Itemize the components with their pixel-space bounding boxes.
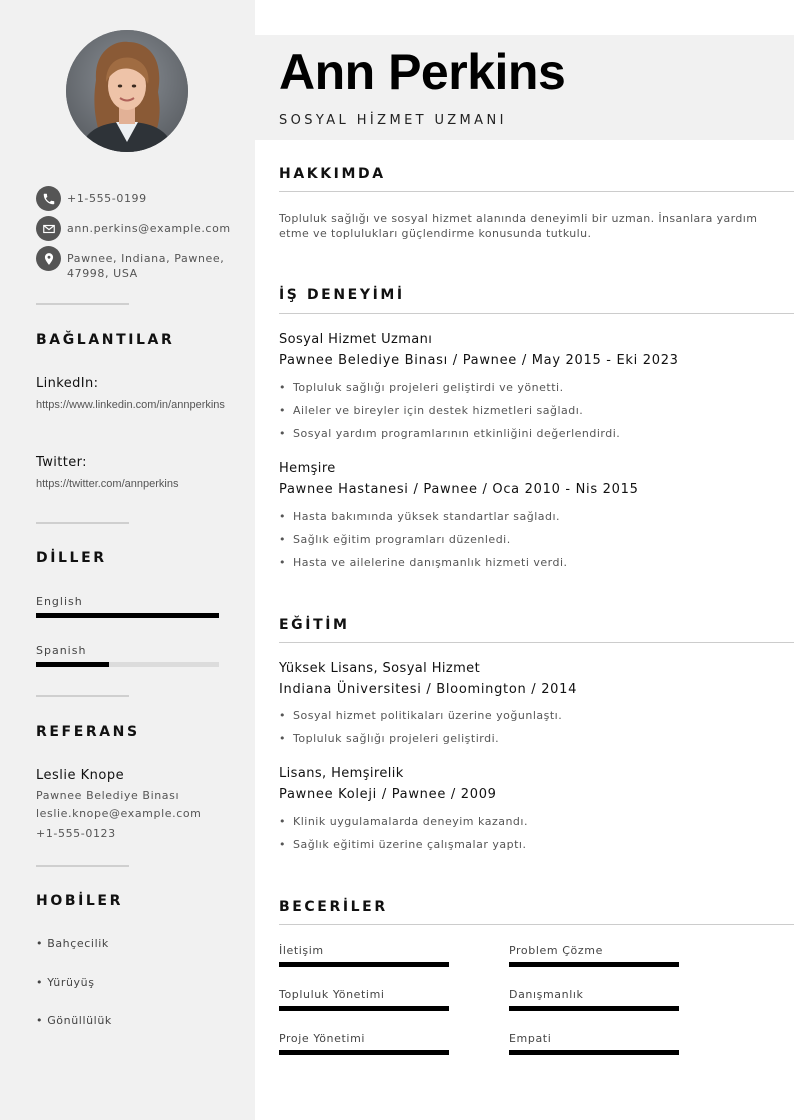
envelope-icon [36,216,61,241]
hobby-item: • Yürüyüş [36,976,95,989]
about-heading: HAKKIMDA [279,166,386,182]
skill-level-fill [509,962,679,967]
hobby-label: Gönüllülük [47,1014,112,1027]
job-org: Pawnee Hastanesi / Pawnee / Oca 2010 - Nis 2015 [279,482,639,497]
job-bullet: • Hasta ve ailelerine danışmanlık hizmeti verdi. [279,556,568,569]
hobby-item: • Bahçecilik [36,937,109,950]
job-bullet: • Topluluk sağlığı projeleri geliştirdi ve yönetti. [279,381,564,394]
section-rule [279,642,794,643]
twitter-url[interactable]: https://twitter.com/annperkins [36,478,179,490]
skills-heading: BECERİLER [279,899,388,915]
skill-name: İletişim [279,944,324,957]
linkedin-url[interactable]: https://www.linkedin.com/in/annperkins [36,399,225,411]
skill-name: Problem Çözme [509,944,603,957]
twitter-label: Twitter: [36,455,87,470]
language-level-bar [36,662,219,667]
profile-photo [66,30,188,152]
about-text: Topluluk sağlığı ve sosyal hizmet alanında deneyimli bir uzman. İnsanlara yardım etme ve toplulukları güçlendirme konusunda tutkulu. [279,212,758,240]
skill-level-bar [509,1050,679,1055]
job-bullet: • Hasta bakımında yüksek standartlar sağladı. [279,510,560,523]
main-content [255,0,794,1120]
linkedin-label: LinkedIn: [36,376,99,391]
language-name: English [36,595,83,608]
divider [36,303,129,305]
profile-photo-illustration [66,30,188,152]
divider [36,695,129,697]
contact-address [36,246,227,281]
hobby-item: • Gönüllülük [36,1014,112,1027]
language-name: Spanish [36,644,87,657]
skill-level-fill [279,962,449,967]
divider [36,522,129,524]
skill-name: Empati [509,1032,552,1045]
skill-level-fill [509,1006,679,1011]
header-band [255,35,794,140]
reference-name: Leslie Knope [36,768,125,783]
language-level-fill [36,613,219,618]
contact-phone [36,186,227,211]
links-heading: BAĞLANTILAR [36,332,175,348]
skill-name: Danışmanlık [509,988,584,1001]
email-text[interactable]: ann.perkins@example.com [67,222,231,235]
education-heading: EĞİTİM [279,617,350,633]
phone-icon [36,186,61,211]
job-role: Hemşire [279,461,336,476]
degree-org: Indiana Üniversitesi / Bloomington / 2014 [279,682,578,697]
job-role: Sosyal Hizmet Uzmanı [279,332,433,347]
experience-heading: İŞ DENEYİMİ [279,287,405,303]
hobby-label: Bahçecilik [47,937,109,950]
skill-level-bar [279,1006,449,1011]
job-bullet: • Sosyal yardım programlarının etkinliğini değerlendirdi. [279,427,620,440]
skill-name: Topluluk Yönetimi [279,988,385,1001]
hobbies-heading: HOBİLER [36,893,123,909]
references-heading: REFERANS [36,724,140,740]
language-level-fill [36,662,109,667]
degree-title: Yüksek Lisans, Sosyal Hizmet [279,661,481,676]
hobby-label: Yürüyüş [47,976,95,989]
divider [36,865,129,867]
language-level-bar [36,613,219,618]
location-pin-icon [36,246,61,271]
degree-bullet: • Klinik uygulamalarda deneyim kazandı. [279,815,528,828]
skill-level-bar [279,962,449,967]
section-rule [279,313,794,314]
skill-level-bar [509,1006,679,1011]
reference-org: Pawnee Belediye Binası [36,789,180,802]
contact-email [36,216,231,241]
degree-bullet: • Sosyal hizmet politikaları üzerine yoğunlaştı. [279,709,562,722]
sidebar [0,0,255,1120]
phone-text: +1-555-0199 [67,192,147,205]
job-bullet: • Sağlık eğitim programları düzenledi. [279,533,511,546]
skill-level-fill [509,1050,679,1055]
skill-level-bar [279,1050,449,1055]
languages-heading: DİLLER [36,550,107,566]
skill-level-fill [279,1006,449,1011]
reference-phone: +1-555-0123 [36,827,116,840]
section-rule [279,191,794,192]
person-name: Ann Perkins [279,44,566,100]
job-org: Pawnee Belediye Binası / Pawnee / May 2015 - Eki 2023 [279,353,679,368]
reference-email[interactable]: leslie.knope@example.com [36,807,202,820]
degree-bullet: • Sağlık eğitimi üzerine çalışmalar yaptı. [279,838,526,851]
address-text: Pawnee, Indiana, Pawnee, 47998, USA [67,252,225,280]
job-bullet: • Aileler ve bireyler için destek hizmetleri sağladı. [279,404,583,417]
section-rule [279,924,794,925]
degree-bullet: • Topluluk sağlığı projeleri geliştirdi. [279,732,499,745]
skill-level-fill [279,1050,449,1055]
skill-name: Proje Yönetimi [279,1032,366,1045]
degree-title: Lisans, Hemşirelik [279,766,404,781]
degree-org: Pawnee Koleji / Pawnee / 2009 [279,787,497,802]
job-title: SOSYAL HİZMET UZMANI [279,113,507,128]
skill-level-bar [509,962,679,967]
